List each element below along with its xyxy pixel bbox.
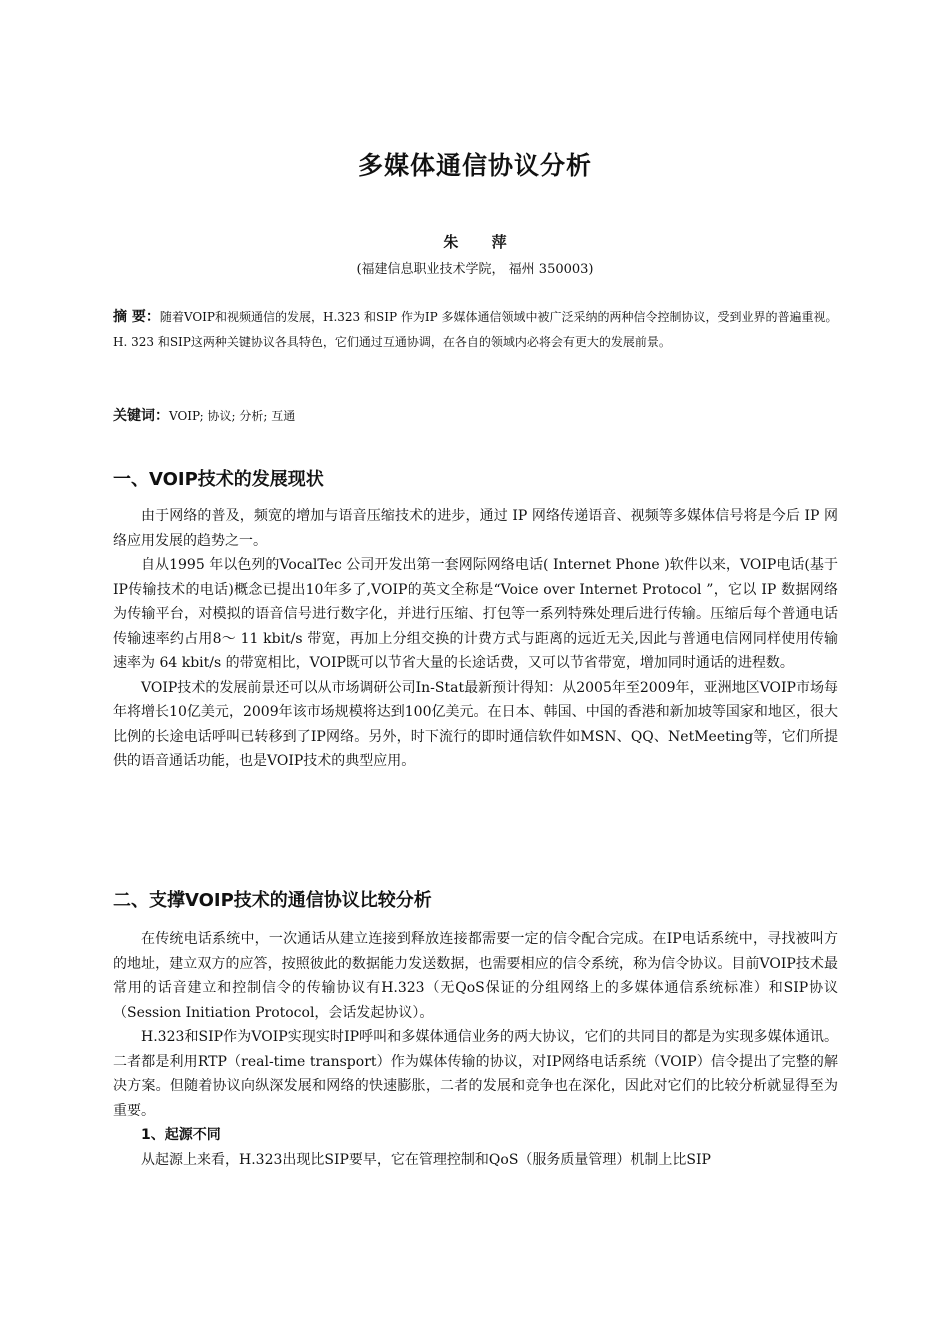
keywords (113, 405, 838, 427)
abstract-label: 摘 要： (113, 309, 160, 325)
keywords-label: 关键词： (113, 408, 169, 424)
paragraph: VOIP技术的发展前景还可以从市场调研公司In-Stat最新预计得知：从2005年至2009年，亚洲地区VOIP市场每年将增长10亿美元，2009年该市场规模将达到100亿美元。在日本、韩国、中国的香港和新加坡等国家和地区，很大比例的长途电话呼叫已转移到了IP网络。另外，时下流行的即时通信软件如MSN、QQ、NetMeeting等，它们所提供的语音通话功能，也是VOIP技术的典型应用。 (113, 679, 838, 769)
subsection-heading: 1、起源不同 (141, 1127, 221, 1143)
section-2-heading: 二、支撑VOIP技术的通信协议比较分析 (113, 890, 432, 911)
author-affiliation: (福建信息职业技术学院， 福州 350003) (356, 262, 594, 277)
paragraph: 自从1995 年以色列的VocalTec 公司开发出第一套网际网络电话( Internet Phone )软件以来，VOIP电话(基于IP传输技术的电话)概念已提出10年多了,VOIP的英文全称是“Voice over Internet Protocol ”，它以 IP 数据网络为传输平台，对模拟的语音信号进行数字化，并进行压缩、打包等一系列特殊处理后进行传输。压缩后每个普通电话传输速率约占用8～ 11 kbit/s 带宽，再加上分组交换的计费方式与距离的远近无关,因此与普通电信网同样使用传输速率为 64 kbit/s 的带宽相比，VOIP既可以节省大量的长途话费，又可以节省带宽，增加同时通话的进程数。 (113, 557, 838, 671)
paper-title: 多媒体通信协议分析 (357, 151, 592, 180)
abstract-text: 随着VOIP和视频通信的发展，H.323 和SIP 作为IP 多媒体通信领域中被广泛采纳的两种信令控制协议，受到业界的普遍重视。H. 323 和SIP这两种关键协议各具特色，它们通过互通协调，在各自的领域内必将会有更大的发展前景。 (113, 310, 838, 349)
section-1-body (113, 504, 838, 774)
paragraph: 在传统电话系统中，一次通话从建立连接到释放连接都需要一定的信令配合完成。在IP电话系统中，寻找被叫方的地址，建立双方的应答，按照彼此的数据能力发送数据，也需要相应的信令系统，称为信令协议。目前VOIP技术最常用的话音建立和控制信令的传输协议有H.323（无QoS保证的分组网络上的多媒体通信系统标准）和SIP协议（Session Initiation Protocol，会话发起协议）。 (113, 931, 838, 1021)
author-name: 朱 萍 (443, 233, 521, 251)
section-1-heading: 一、VOIP技术的发展现状 (113, 469, 324, 490)
paragraph: 由于网络的普及，频宽的增加与语音压缩技术的进步，通过 IP 网络传递语音、视频等多媒体信号将是今后 IP 网络应用发展的趋势之一。 (113, 508, 838, 549)
keywords-text: VOIP; 协议; 分析; 互通 (169, 409, 296, 423)
abstract (113, 305, 838, 355)
paragraph: H.323和SIP作为VOIP实现实时IP呼叫和多媒体通信业务的两大协议，它们的共同目的都是为实现多媒体通讯。二者都是利用RTP（real-time transport）作为媒体传输的协议，对IP网络电话系统（VOIP）信令提出了完整的解决方案。但随着协议向纵深发展和网络的快速膨胀，二者的发展和竞争也在深化，因此对它们的比较分析就显得至为重要。 (113, 1029, 838, 1119)
section-2-body (113, 927, 838, 1172)
paragraph: 从起源上来看，H.323出现比SIP要早，它在管理控制和QoS（服务质量管理）机制上比SIP (141, 1151, 711, 1168)
